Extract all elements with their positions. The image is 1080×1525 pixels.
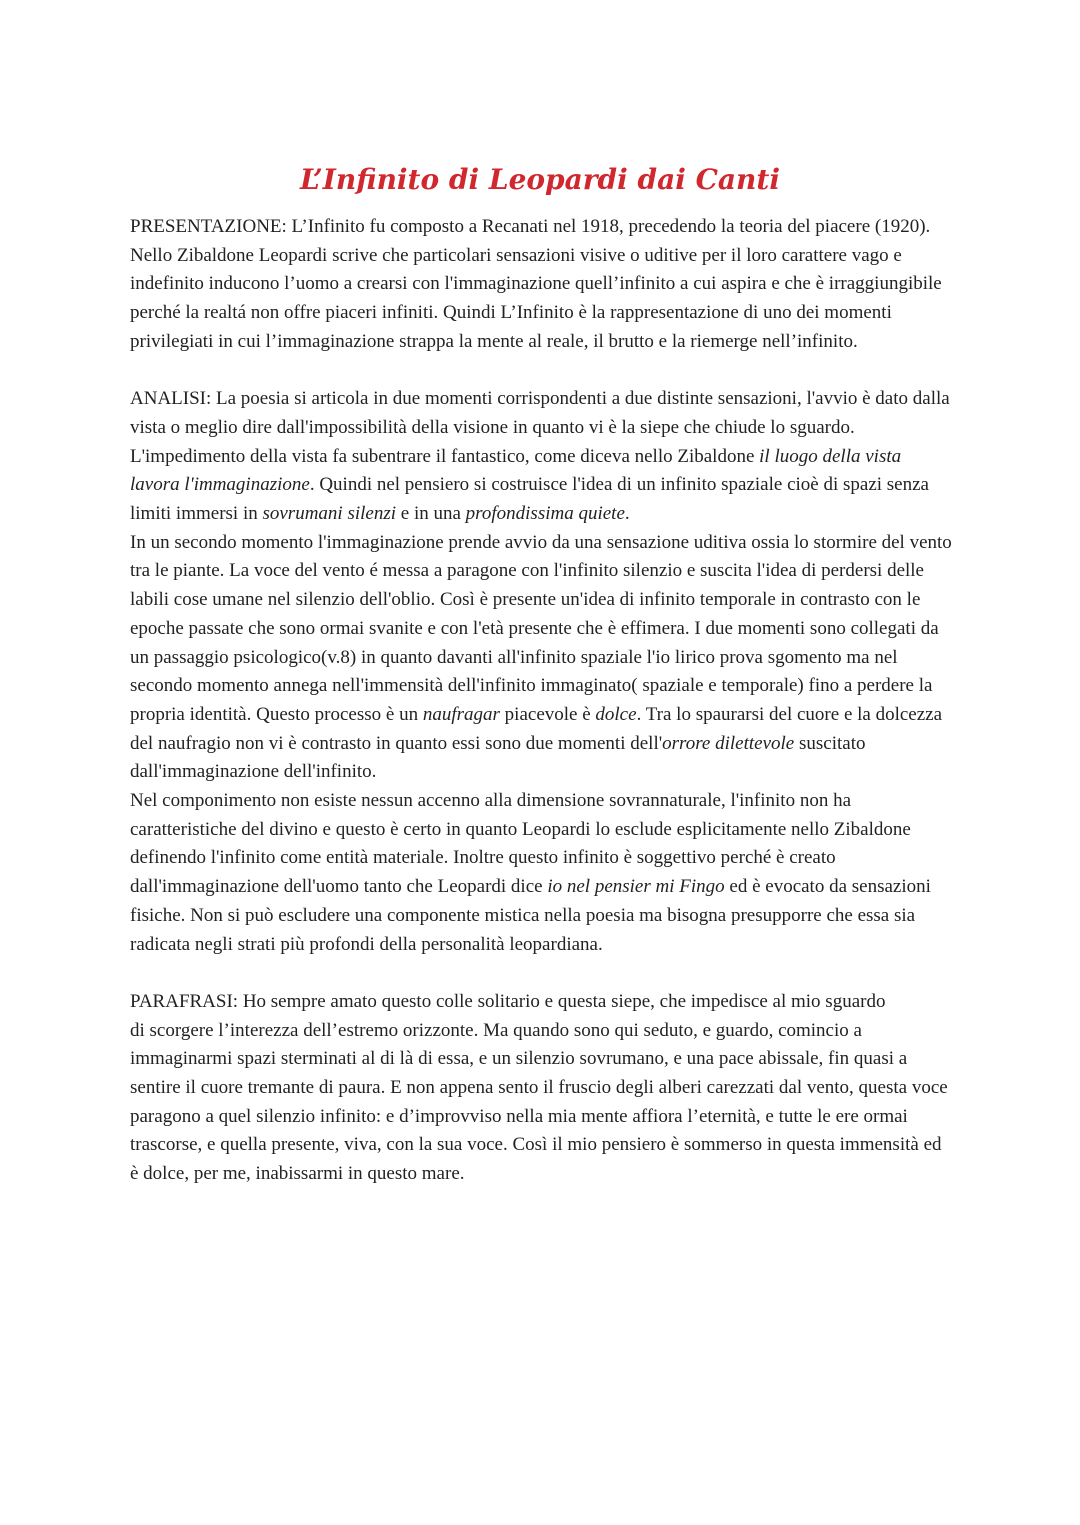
analisi-text: e in una	[396, 503, 466, 525]
document-body	[130, 213, 952, 1189]
analisi-text: ed è evocato da sensazioni fisiche. Non si può escludere una componente mistica nella poesia ma bisogna presupporre che essa sia radicata negli strati più profondi della personalità leopardiana.	[130, 876, 931, 955]
quote-naufragar: naufragar	[422, 703, 500, 725]
analisi-text: .	[624, 503, 630, 525]
quote-orrore-dilettevole: orrore dilettevole	[662, 732, 795, 754]
analisi-text: . Quindi nel pensiero si costruisce l'idea di un infinito spaziale cioè di spazi senza limiti immersi in	[130, 474, 929, 525]
analisi-paragraph-1	[130, 385, 952, 529]
analisi-paragraph-2	[130, 529, 952, 787]
quote-luogo-vista: il luogo della vista lavora l'immaginazione	[130, 445, 902, 496]
paragraph-gap	[130, 357, 952, 386]
analisi-text: ANALISI: La poesia si articola in due momenti corrispondenti a due distinte sensazioni, l'avvio è dato dalla vista o meglio dire dall'impossibilità della visione in quanto vi è la siepe che chiude lo sguardo. L'impedimento della vista fa subentrare il fantastico, come diceva nello Zibaldone	[130, 388, 950, 467]
quote-profondissima-quiete: profondissima quiete	[465, 503, 625, 525]
parafrasi-line-1: PARAFRASI: Ho sempre amato questo colle solitario e questa siepe, che impedisce al mio sguardo	[130, 990, 886, 1012]
quote-io-nel-pensier: io nel pensier mi Fingo	[547, 876, 725, 898]
analisi-text: . Tra lo spaurarsi del cuore e la dolcezza del naufragio non vi è contrasto in quanto essi sono due momenti dell'	[130, 703, 943, 754]
paragraph-gap	[130, 959, 952, 988]
analisi-text: In un secondo momento l'immaginazione prende avvio da una sensazione uditiva ossia lo stormire del vento tra le piante. La voce del vento é messa a paragone con l'infinito silenzio e suscita l'idea di perdersi delle labili cose umane nel silenzio dell'oblio. Così è presente un'idea di infinito temporale in contrasto con le epoche passate che sono ormai svanite e con l'età presente che è effimera. I due momenti sono collegati da un passaggio psicologico(v.8) in quanto davanti all'infinito spaziale l'io lirico prova sgomento ma nel secondo momento annega nell'immensità dell'infinito immaginato( spaziale e temporale) fino a perdere la propria identità. Questo processo è un	[130, 531, 952, 725]
presentazione-paragraph	[130, 213, 952, 357]
presentazione-text: PRESENTAZIONE: L’Infinito fu composto a Recanati nel 1918, precedendo la teoria del piacere (1920). Nello Zibaldone Leopardi scrive che particolari sensazioni visive o uditive per il loro carattere vago e indefinito inducono l’uomo a crearsi con l'immaginazione quell’infinito a cui aspira e che è irraggiungibile perché la realtá non offre piaceri infiniti. Quindi L’Infinito è la rappresentazione di uno dei momenti privilegiati in cui l’immaginazione strappa la mente al reale, il brutto e la riemerge nell’infinito.	[130, 216, 942, 352]
analisi-paragraph-3	[130, 787, 952, 959]
document-title: L’Infinito di Leopardi dai Canti	[300, 163, 780, 196]
quote-sovrumani-silenzi: sovrumani silenzi	[262, 503, 397, 525]
analisi-text: suscitato dall'immaginazione dell'infinito.	[130, 732, 866, 783]
quote-dolce: dolce	[595, 703, 637, 725]
analisi-text: piacevole è	[499, 703, 596, 725]
parafrasi-paragraph: di scorgere l’interezza dell’estremo orizzonte. Ma quando sono qui seduto, e guardo, comincio a immaginarmi spazi sterminati al di là di essa, e un silenzio sovrumano, e una pace abissale, fin quasi a sentire il cuore tremante di paura. E non appena sento il fruscio degli alberi carezzati dal vento, questa voce paragono a quel silenzio infinito: e d’improvviso nella mia mente affiora l’eternità, e tutte le ere ormai trascorse, e quella presente, viva, con la sua voce. Così il mio pensiero è sommerso in questa immensità ed è dolce, per me, inabissarmi in questo mare.	[130, 1019, 948, 1185]
analisi-text: Nel componimento non esiste nessun accenno alla dimensione sovrannaturale, l'infinito non ha caratteristiche del divino e questo è certo in quanto Leopardi lo esclude esplicitamente nello Zibaldone definendo l'infinito come entità materiale. Inoltre questo infinito è soggettivo perché è creato dall'immaginazione dell'uomo tanto che Leopardi dice	[130, 790, 911, 898]
